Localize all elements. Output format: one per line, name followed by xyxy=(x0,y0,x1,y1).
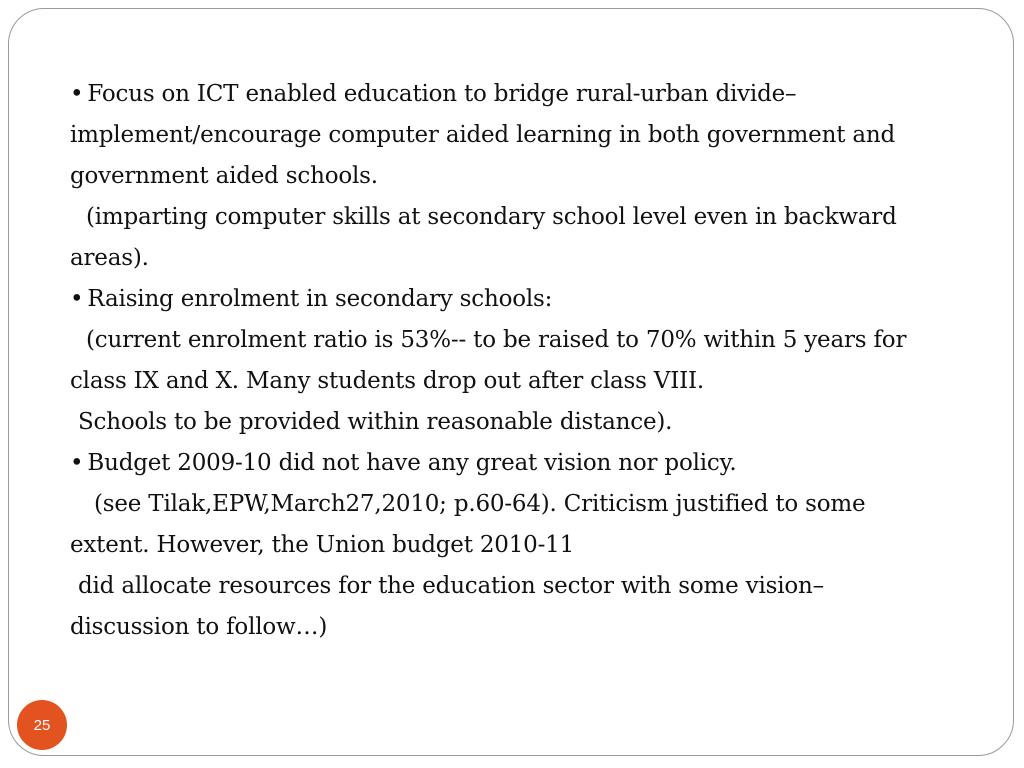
bullet-ict xyxy=(70,74,990,115)
text-line: discussion to follow…) xyxy=(70,614,328,640)
text-line: class IX and X. Many students drop out after class VIII. xyxy=(70,368,704,394)
slide-body xyxy=(70,74,990,648)
text-line: government aided schools. xyxy=(70,163,378,189)
text-line: Focus on ICT enabled education to bridge rural-urban divide– xyxy=(87,81,797,107)
text-line: Raising enrolment in secondary schools: xyxy=(87,286,553,312)
text-line: areas). xyxy=(70,245,149,271)
bullet-budget xyxy=(70,443,990,484)
bullet-icon: • xyxy=(70,81,84,107)
text-line: Schools to be provided within reasonable distance). xyxy=(78,409,673,435)
bullet-enrolment xyxy=(70,279,990,320)
bullet-icon: • xyxy=(70,286,84,312)
text-line: did allocate resources for the education sector with some vision– xyxy=(78,573,824,599)
bullet-icon: • xyxy=(70,450,84,476)
text-line: implement/encourage computer aided learning in both government and xyxy=(70,122,895,148)
page-number-badge: 25 xyxy=(17,700,67,750)
text-line: (imparting computer skills at secondary school level even in backward xyxy=(86,204,897,230)
text-line: (current enrolment ratio is 53%-- to be raised to 70% within 5 years for xyxy=(86,327,907,353)
text-line: Budget 2009-10 did not have any great vision nor policy. xyxy=(87,450,737,476)
text-line: extent. However, the Union budget 2010-11 xyxy=(70,532,575,558)
text-line: (see Tilak,EPW,March27,2010; p.60-64). Criticism justified to some xyxy=(94,491,866,517)
